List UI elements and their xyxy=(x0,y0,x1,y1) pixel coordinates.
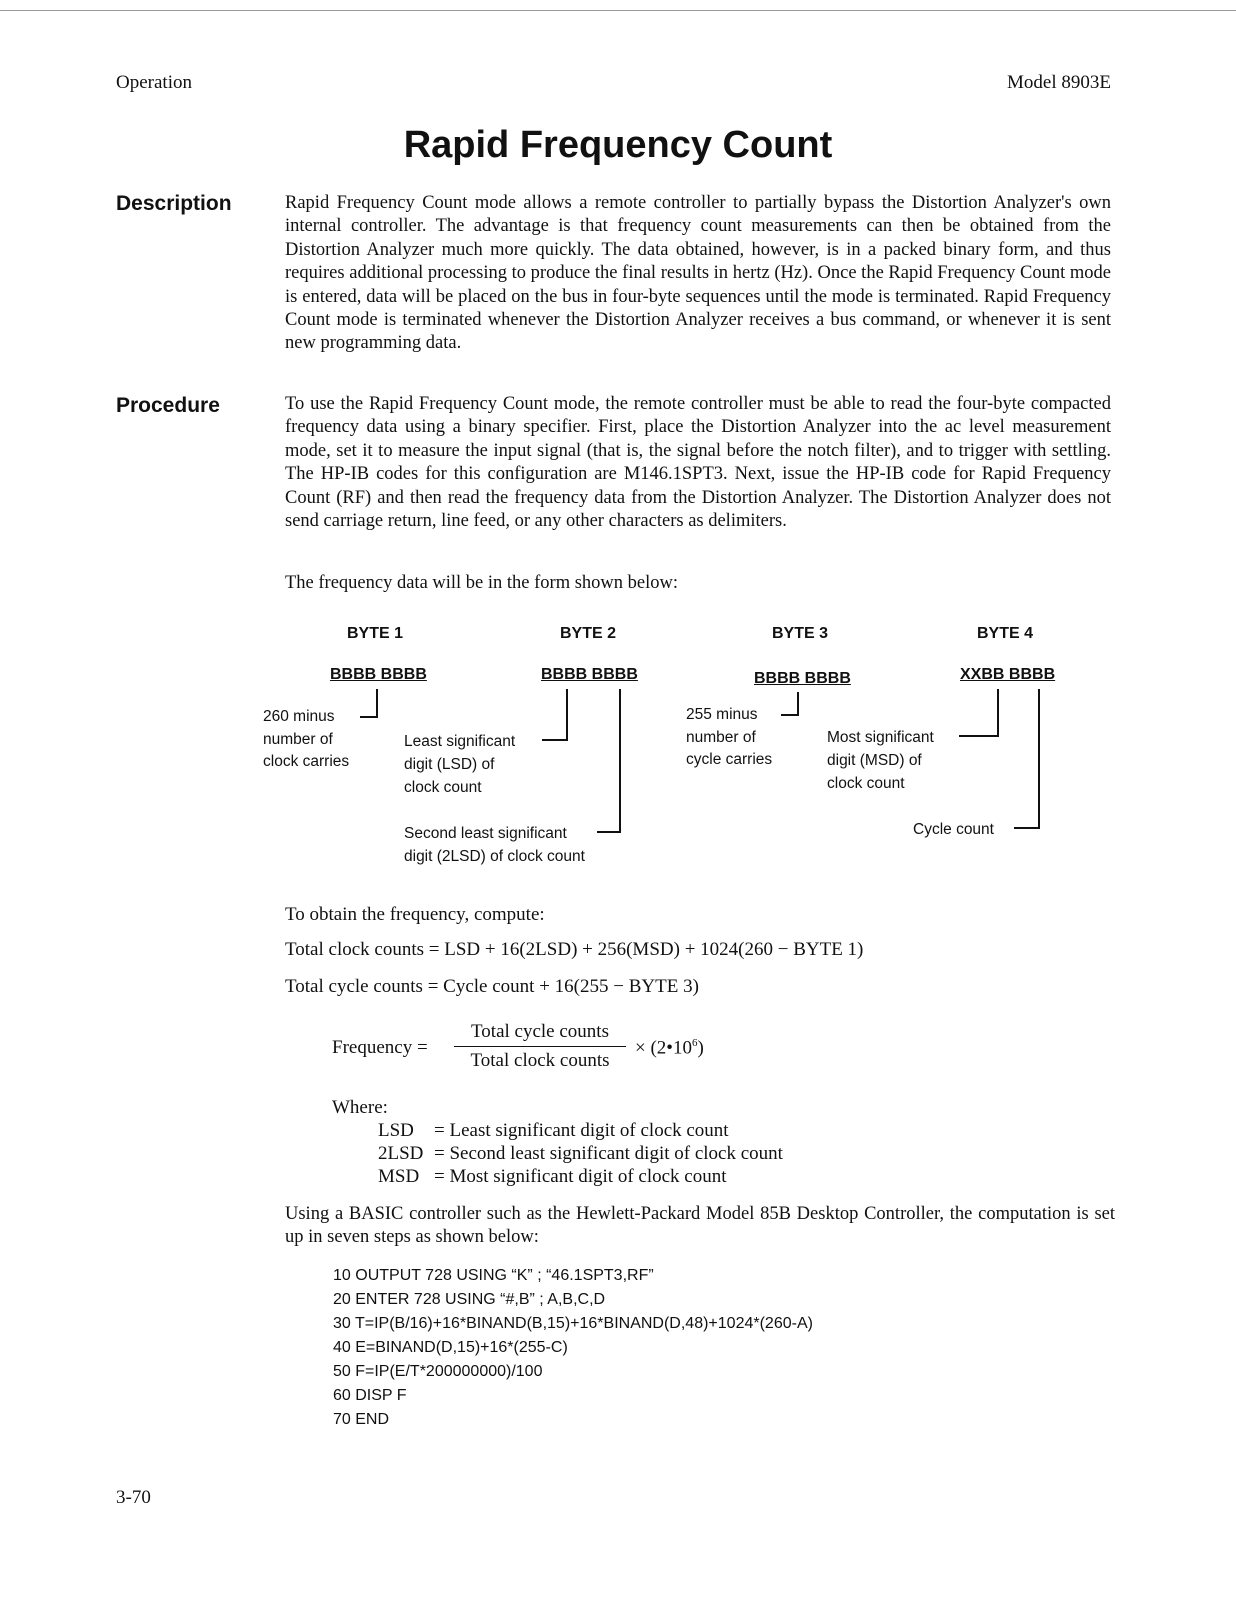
leader-cycle-h xyxy=(1014,827,1040,829)
page-title: Rapid Frequency Count xyxy=(403,124,833,166)
definition-row xyxy=(378,1120,783,1143)
definition-text: = Second least significant digit of clock count xyxy=(434,1143,783,1164)
leader-byte3-h xyxy=(781,714,799,716)
definition-row xyxy=(378,1166,783,1189)
multiplier-exponent: 6 xyxy=(691,1037,698,1049)
basic-intro-text: Using a BASIC controller such as the Hewlett-Packard Model 85B Desktop Controller, the computation is set up in seven steps as shown below: xyxy=(285,1204,1115,1248)
frequency-multiplier xyxy=(635,1037,704,1059)
lsd-label-line-3: clock count xyxy=(404,779,482,796)
definition-text: = Most significant digit of clock count xyxy=(434,1166,727,1187)
basic-program-listing xyxy=(333,1264,813,1432)
msd-label-line-1: Most significant xyxy=(827,729,934,746)
code-line: 30 T=IP(B/16)+16*BINAND(B,15)+16*BINAND(D,48)+1024*(260-A) xyxy=(333,1315,813,1332)
byte-2-bits: BBBB BBBB xyxy=(541,666,638,683)
byte-3-carries-line-3: cycle carries xyxy=(686,751,773,768)
multiplier-close: ) xyxy=(697,1037,704,1059)
definition-term: 2LSD xyxy=(378,1143,424,1164)
definition-term: LSD xyxy=(378,1120,414,1141)
lsd-label-line-1: Least significant xyxy=(404,733,516,750)
msd-label-line-3: clock count xyxy=(827,775,905,792)
code-line: 50 F=IP(E/T*200000000)/100 xyxy=(333,1363,543,1380)
where-label: Where: xyxy=(332,1097,388,1118)
compute-intro: To obtain the frequency, compute: xyxy=(285,904,545,925)
leader-byte1-h xyxy=(360,716,378,718)
byte-1-carries-line-3: clock carries xyxy=(263,753,350,770)
byte-4-bits: XXBB BBBB xyxy=(960,666,1056,683)
leader-msd-h xyxy=(959,735,999,737)
total-clock-equation: Total clock counts = LSD + 16(2LSD) + 256(MSD) + 1024(260 − BYTE 1) xyxy=(285,939,864,960)
description-heading: Description xyxy=(116,192,232,215)
byte-1-carries-line-2: number of xyxy=(263,731,333,748)
definition-row xyxy=(378,1143,783,1166)
definition-text: = Least significant digit of clock count xyxy=(434,1120,729,1141)
msd-label-line-2: digit (MSD) of xyxy=(827,752,922,769)
frequency-label: Frequency = xyxy=(332,1037,428,1058)
leader-2lsd-v xyxy=(619,689,621,832)
byte-2-header: BYTE 2 xyxy=(560,625,617,642)
code-line: 60 DISP F xyxy=(333,1387,407,1404)
code-line: 20 ENTER 728 USING “#,B” ; A,B,C,D xyxy=(333,1291,606,1308)
byte-3-header: BYTE 3 xyxy=(772,625,829,642)
running-header-section: Operation xyxy=(116,72,192,93)
byte-4-header: BYTE 4 xyxy=(977,625,1034,642)
2lsd-label-line-1: Second least significant xyxy=(404,825,567,842)
frequency-numerator: Total cycle counts xyxy=(454,1021,626,1047)
procedure-heading: Procedure xyxy=(116,394,220,417)
total-cycle-equation: Total cycle counts = Cycle count + 16(255 − BYTE 3) xyxy=(285,976,699,997)
leader-cycle-v xyxy=(1038,689,1040,829)
description-text: Rapid Frequency Count mode allows a remote controller to partially bypass the Distortion Analyzer's own internal controller. The advantage is that frequency count measurements can then be obtained from the Distortion Analyzer much more quickly. The data obtained, however, is in a packed binary form, and thus requires additional processing to produce the final results in hertz (Hz). Once the Rapid Frequency Count mode is entered, data will be placed on the bus in four-byte sequences until the mode is terminated. Rapid Frequency Count mode is terminated whenever the Distortion Analyzer receives a bus command, or whenever it is sent new programming data. xyxy=(285,193,1111,354)
byte-3-carries-line-2: number of xyxy=(686,729,756,746)
byte-1-header: BYTE 1 xyxy=(347,625,404,642)
2lsd-label-line-2: digit (2LSD) of clock count xyxy=(404,848,585,865)
form-intro-text: The frequency data will be in the form shown below: xyxy=(285,573,679,593)
byte-1-carries-line-1: 260 minus xyxy=(263,708,335,725)
multiplier-text: × (2•10 xyxy=(635,1037,692,1059)
byte-1-bits: BBBB BBBB xyxy=(330,666,427,683)
page-number: 3-70 xyxy=(116,1487,151,1508)
leader-lsd-v xyxy=(566,689,568,740)
frequency-fraction xyxy=(454,1021,626,1072)
lsd-label-line-2: digit (LSD) of xyxy=(404,756,495,773)
byte-3-bits: BBBB BBBB xyxy=(754,670,851,687)
leader-msd-v xyxy=(997,689,999,737)
leader-byte1-v xyxy=(376,689,378,717)
leader-2lsd-h xyxy=(597,831,621,833)
byte-3-carries-line-1: 255 minus xyxy=(686,706,758,723)
definition-term: MSD xyxy=(378,1166,420,1187)
frequency-denominator: Total clock counts xyxy=(470,1050,610,1071)
code-line: 40 E=BINAND(D,15)+16*(255-C) xyxy=(333,1339,568,1356)
top-rule xyxy=(0,10,1236,11)
procedure-text: To use the Rapid Frequency Count mode, the remote controller must be able to read the four-byte compacted frequency data using a binary specifier. First, place the Distortion Analyzer into the ac level measurement mode, set it to measure the input signal (that is, the signal before the notch filter), and to trigger with settling. The HP-IB codes for this configuration are M146.1SPT3. Next, issue the HP-IB code for Rapid Frequency Count (RF) and then read the frequency data from the Distortion Analyzer. The Distortion Analyzer does not send carriage return, line feed, or any other characters as delimiters. xyxy=(285,394,1111,532)
definitions-list xyxy=(378,1120,783,1189)
code-line: 70 END xyxy=(333,1411,390,1428)
code-line: 10 OUTPUT 728 USING “K” ; “46.1SPT3,RF” xyxy=(333,1267,654,1284)
leader-byte3-v xyxy=(797,692,799,716)
leader-lsd-h xyxy=(542,739,568,741)
cycle-count-label: Cycle count xyxy=(913,821,994,838)
running-header-model: Model 8903E xyxy=(1007,72,1111,93)
